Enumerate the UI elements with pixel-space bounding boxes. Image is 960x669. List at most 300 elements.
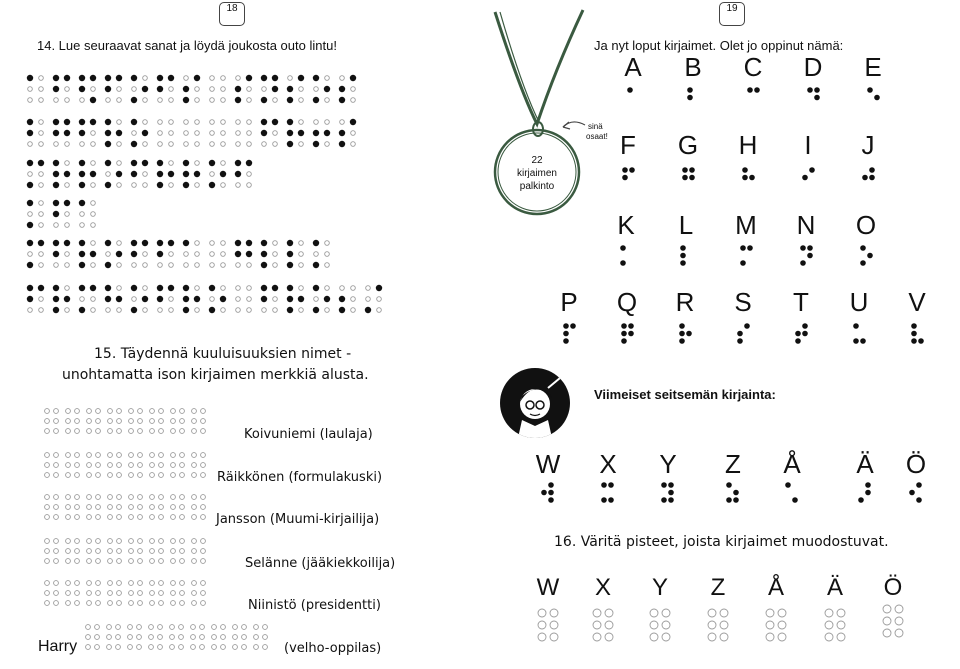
braille-dot-empty[interactable] [66, 581, 71, 586]
braille-dot-empty[interactable] [221, 645, 226, 650]
braille-dot-empty[interactable] [662, 609, 670, 617]
braille-dot-empty[interactable] [138, 495, 143, 500]
braille-dot-empty[interactable] [95, 645, 100, 650]
braille-dot-empty[interactable] [201, 601, 206, 606]
braille-dot-empty[interactable] [45, 409, 50, 414]
braille-dot-empty[interactable] [150, 515, 155, 520]
braille-dot-empty[interactable] [159, 453, 164, 458]
braille-dot-empty[interactable] [242, 625, 247, 630]
braille-dot-empty[interactable] [96, 601, 101, 606]
braille-dot-empty[interactable] [159, 473, 164, 478]
braille-dot-empty[interactable] [107, 625, 112, 630]
braille-dot-empty[interactable] [662, 633, 670, 641]
braille-dot-empty[interactable] [192, 463, 197, 468]
braille-dot-empty[interactable] [192, 559, 197, 564]
braille-dot-empty[interactable] [201, 515, 206, 520]
braille-dot-empty[interactable] [212, 645, 217, 650]
braille-dot-empty[interactable] [45, 559, 50, 564]
braille-dot-empty[interactable] [201, 419, 206, 424]
braille-dot-empty[interactable] [96, 429, 101, 434]
braille-dot-empty[interactable] [138, 419, 143, 424]
braille-dot-empty[interactable] [117, 429, 122, 434]
braille-dot-empty[interactable] [45, 539, 50, 544]
braille-dot-empty[interactable] [720, 633, 728, 641]
braille-dot-empty[interactable] [201, 409, 206, 414]
braille-dot-empty[interactable] [117, 549, 122, 554]
braille-dot-empty[interactable] [895, 629, 903, 637]
braille-dot-empty[interactable] [778, 633, 786, 641]
braille-dot-empty[interactable] [170, 635, 175, 640]
braille-dot-empty[interactable] [180, 559, 185, 564]
braille-dot-empty[interactable] [200, 645, 205, 650]
braille-dot-empty[interactable] [108, 559, 113, 564]
braille-dot-empty[interactable] [708, 621, 716, 629]
braille-dot-empty[interactable] [66, 601, 71, 606]
braille-dot-empty[interactable] [66, 515, 71, 520]
braille-dot-empty[interactable] [158, 645, 163, 650]
braille-dot-empty[interactable] [708, 609, 716, 617]
braille-dot-empty[interactable] [179, 625, 184, 630]
braille-dot-empty[interactable] [86, 645, 91, 650]
braille-dot-empty[interactable] [825, 633, 833, 641]
braille-dot-empty[interactable] [66, 473, 71, 478]
braille-dot-empty[interactable] [75, 559, 80, 564]
braille-dot-empty[interactable] [550, 609, 558, 617]
braille-dot-empty[interactable] [129, 409, 134, 414]
braille-dot-empty[interactable] [242, 635, 247, 640]
braille-dot-empty[interactable] [538, 621, 546, 629]
braille-dot-empty[interactable] [66, 495, 71, 500]
braille-dot-empty[interactable] [192, 505, 197, 510]
braille-dot-empty[interactable] [129, 495, 134, 500]
braille-dot-empty[interactable] [87, 601, 92, 606]
braille-dot-empty[interactable] [45, 463, 50, 468]
braille-dot-empty[interactable] [192, 419, 197, 424]
braille-dot-empty[interactable] [86, 625, 91, 630]
braille-dot-empty[interactable] [54, 453, 59, 458]
braille-dot-empty[interactable] [263, 635, 268, 640]
braille-dot-empty[interactable] [766, 633, 774, 641]
braille-dot-empty[interactable] [54, 549, 59, 554]
braille-dot-empty[interactable] [137, 645, 142, 650]
braille-dot-empty[interactable] [96, 505, 101, 510]
braille-dot-empty[interactable] [75, 581, 80, 586]
braille-dot-empty[interactable] [54, 495, 59, 500]
braille-dot-empty[interactable] [159, 409, 164, 414]
braille-dot-empty[interactable] [66, 429, 71, 434]
braille-dot-empty[interactable] [149, 635, 154, 640]
braille-dot-empty[interactable] [191, 645, 196, 650]
braille-dot-empty[interactable] [778, 609, 786, 617]
braille-dot-empty[interactable] [96, 473, 101, 478]
braille-dot-empty[interactable] [75, 409, 80, 414]
braille-dot-empty[interactable] [45, 473, 50, 478]
braille-dot-empty[interactable] [129, 419, 134, 424]
braille-dot-empty[interactable] [128, 635, 133, 640]
braille-dot-empty[interactable] [75, 463, 80, 468]
braille-dot-empty[interactable] [107, 645, 112, 650]
braille-dot-empty[interactable] [605, 633, 613, 641]
braille-dot-empty[interactable] [108, 581, 113, 586]
braille-dot-empty[interactable] [54, 419, 59, 424]
braille-dot-empty[interactable] [75, 495, 80, 500]
braille-dot-empty[interactable] [895, 605, 903, 613]
braille-dot-empty[interactable] [87, 419, 92, 424]
braille-dot-empty[interactable] [192, 539, 197, 544]
braille-dot-empty[interactable] [108, 505, 113, 510]
braille-dot-empty[interactable] [108, 591, 113, 596]
braille-dot-empty[interactable] [150, 409, 155, 414]
braille-dot-empty[interactable] [117, 591, 122, 596]
braille-dot-empty[interactable] [149, 625, 154, 630]
braille-dot-empty[interactable] [66, 409, 71, 414]
braille-dot-empty[interactable] [96, 495, 101, 500]
braille-dot-empty[interactable] [778, 621, 786, 629]
braille-dot-empty[interactable] [200, 625, 205, 630]
braille-dot-empty[interactable] [66, 419, 71, 424]
braille-dot-empty[interactable] [179, 635, 184, 640]
braille-dot-empty[interactable] [233, 645, 238, 650]
braille-dot-empty[interactable] [45, 505, 50, 510]
braille-dot-empty[interactable] [221, 635, 226, 640]
braille-dot-empty[interactable] [212, 625, 217, 630]
braille-dot-empty[interactable] [117, 409, 122, 414]
braille-dot-empty[interactable] [137, 625, 142, 630]
braille-dot-empty[interactable] [129, 549, 134, 554]
braille-dot-empty[interactable] [108, 539, 113, 544]
braille-dot-empty[interactable] [87, 515, 92, 520]
braille-dot-empty[interactable] [180, 429, 185, 434]
braille-dot-empty[interactable] [54, 581, 59, 586]
braille-dot-empty[interactable] [150, 429, 155, 434]
braille-dot-empty[interactable] [159, 549, 164, 554]
braille-dot-empty[interactable] [149, 645, 154, 650]
braille-dot-empty[interactable] [201, 495, 206, 500]
braille-dot-empty[interactable] [159, 559, 164, 564]
braille-dot-empty[interactable] [117, 505, 122, 510]
braille-dot-empty[interactable] [87, 409, 92, 414]
braille-dot-empty[interactable] [87, 539, 92, 544]
braille-dot-empty[interactable] [159, 601, 164, 606]
braille-dot-empty[interactable] [158, 625, 163, 630]
braille-dot-empty[interactable] [45, 601, 50, 606]
braille-dot-empty[interactable] [254, 645, 259, 650]
braille-dot-empty[interactable] [108, 515, 113, 520]
braille-dot-empty[interactable] [75, 591, 80, 596]
braille-dot-empty[interactable] [45, 591, 50, 596]
braille-dot-empty[interactable] [192, 429, 197, 434]
braille-dot-empty[interactable] [96, 409, 101, 414]
braille-dot-empty[interactable] [87, 473, 92, 478]
braille-dot-empty[interactable] [108, 419, 113, 424]
braille-dot-empty[interactable] [159, 591, 164, 596]
braille-dot-empty[interactable] [75, 515, 80, 520]
braille-dot-empty[interactable] [45, 581, 50, 586]
braille-dot-empty[interactable] [54, 473, 59, 478]
braille-dot-empty[interactable] [75, 453, 80, 458]
braille-dot-empty[interactable] [171, 581, 176, 586]
braille-dot-empty[interactable] [171, 463, 176, 468]
braille-dot-empty[interactable] [191, 635, 196, 640]
braille-dot-empty[interactable] [96, 539, 101, 544]
braille-dot-empty[interactable] [837, 609, 845, 617]
braille-dot-empty[interactable] [66, 453, 71, 458]
braille-dot-empty[interactable] [129, 505, 134, 510]
braille-dot-empty[interactable] [45, 549, 50, 554]
braille-dot-empty[interactable] [117, 473, 122, 478]
braille-dot-empty[interactable] [159, 463, 164, 468]
braille-dot-empty[interactable] [538, 633, 546, 641]
braille-dot-empty[interactable] [108, 409, 113, 414]
braille-dot-empty[interactable] [129, 453, 134, 458]
braille-dot-empty[interactable] [96, 581, 101, 586]
braille-dot-empty[interactable] [54, 601, 59, 606]
braille-dot-empty[interactable] [159, 495, 164, 500]
braille-dot-empty[interactable] [129, 539, 134, 544]
braille-dot-empty[interactable] [150, 591, 155, 596]
braille-dot-empty[interactable] [192, 591, 197, 596]
braille-dot-empty[interactable] [138, 429, 143, 434]
braille-dot-empty[interactable] [45, 429, 50, 434]
braille-dot-empty[interactable] [192, 601, 197, 606]
braille-dot-empty[interactable] [138, 559, 143, 564]
braille-dot-empty[interactable] [883, 617, 891, 625]
braille-dot-empty[interactable] [171, 419, 176, 424]
braille-dot-empty[interactable] [45, 495, 50, 500]
braille-dot-empty[interactable] [150, 473, 155, 478]
braille-dot-empty[interactable] [87, 495, 92, 500]
braille-dot-empty[interactable] [54, 591, 59, 596]
braille-dot-empty[interactable] [75, 429, 80, 434]
braille-dot-empty[interactable] [54, 539, 59, 544]
braille-dot-empty[interactable] [201, 559, 206, 564]
braille-dot-empty[interactable] [180, 515, 185, 520]
braille-dot-empty[interactable] [137, 635, 142, 640]
braille-dot-empty[interactable] [180, 539, 185, 544]
braille-dot-empty[interactable] [171, 591, 176, 596]
braille-dot-empty[interactable] [221, 625, 226, 630]
braille-dot-empty[interactable] [117, 515, 122, 520]
braille-dot-empty[interactable] [150, 505, 155, 510]
braille-dot-empty[interactable] [95, 625, 100, 630]
braille-dot-empty[interactable] [766, 609, 774, 617]
braille-dot-empty[interactable] [96, 419, 101, 424]
braille-dot-empty[interactable] [720, 621, 728, 629]
braille-dot-empty[interactable] [117, 559, 122, 564]
braille-dot-empty[interactable] [138, 463, 143, 468]
braille-dot-empty[interactable] [180, 591, 185, 596]
braille-dot-empty[interactable] [883, 629, 891, 637]
braille-dot-empty[interactable] [150, 495, 155, 500]
braille-dot-empty[interactable] [150, 581, 155, 586]
braille-dot-empty[interactable] [66, 591, 71, 596]
braille-dot-empty[interactable] [108, 549, 113, 554]
braille-dot-empty[interactable] [192, 409, 197, 414]
braille-dot-empty[interactable] [159, 539, 164, 544]
braille-dot-empty[interactable] [138, 409, 143, 414]
braille-dot-empty[interactable] [550, 633, 558, 641]
braille-dot-empty[interactable] [108, 429, 113, 434]
braille-dot-empty[interactable] [180, 601, 185, 606]
braille-dot-empty[interactable] [825, 621, 833, 629]
braille-dot-empty[interactable] [200, 635, 205, 640]
braille-dot-empty[interactable] [138, 581, 143, 586]
braille-dot-empty[interactable] [171, 515, 176, 520]
braille-dot-empty[interactable] [96, 559, 101, 564]
braille-dot-empty[interactable] [171, 549, 176, 554]
braille-dot-empty[interactable] [171, 539, 176, 544]
braille-dot-empty[interactable] [192, 473, 197, 478]
braille-dot-empty[interactable] [766, 621, 774, 629]
braille-dot-empty[interactable] [107, 635, 112, 640]
braille-dot-empty[interactable] [138, 539, 143, 544]
braille-dot-empty[interactable] [116, 625, 121, 630]
braille-dot-empty[interactable] [191, 625, 196, 630]
braille-dot-empty[interactable] [96, 549, 101, 554]
braille-dot-empty[interactable] [837, 633, 845, 641]
braille-dot-empty[interactable] [179, 645, 184, 650]
braille-dot-empty[interactable] [192, 549, 197, 554]
braille-dot-empty[interactable] [87, 505, 92, 510]
braille-dot-empty[interactable] [150, 453, 155, 458]
braille-dot-empty[interactable] [129, 601, 134, 606]
braille-dot-empty[interactable] [138, 453, 143, 458]
braille-dot-empty[interactable] [201, 591, 206, 596]
braille-dot-empty[interactable] [129, 473, 134, 478]
braille-dot-empty[interactable] [129, 581, 134, 586]
braille-dot-empty[interactable] [212, 635, 217, 640]
braille-dot-empty[interactable] [129, 463, 134, 468]
braille-dot-empty[interactable] [129, 429, 134, 434]
braille-dot-empty[interactable] [720, 609, 728, 617]
braille-dot-empty[interactable] [86, 635, 91, 640]
braille-dot-empty[interactable] [150, 539, 155, 544]
braille-dot-empty[interactable] [233, 625, 238, 630]
braille-dot-empty[interactable] [650, 621, 658, 629]
braille-dot-empty[interactable] [87, 559, 92, 564]
braille-dot-empty[interactable] [87, 463, 92, 468]
braille-dot-empty[interactable] [87, 581, 92, 586]
braille-dot-empty[interactable] [201, 463, 206, 468]
braille-dot-empty[interactable] [66, 505, 71, 510]
braille-dot-empty[interactable] [171, 495, 176, 500]
braille-dot-empty[interactable] [192, 581, 197, 586]
braille-dot-empty[interactable] [192, 515, 197, 520]
braille-dot-empty[interactable] [150, 559, 155, 564]
braille-dot-empty[interactable] [263, 625, 268, 630]
braille-dot-empty[interactable] [117, 495, 122, 500]
braille-dot-empty[interactable] [117, 463, 122, 468]
braille-dot-empty[interactable] [171, 559, 176, 564]
braille-dot-empty[interactable] [54, 463, 59, 468]
braille-dot-empty[interactable] [605, 621, 613, 629]
braille-dot-empty[interactable] [95, 635, 100, 640]
braille-dot-empty[interactable] [75, 539, 80, 544]
braille-dot-empty[interactable] [87, 549, 92, 554]
braille-dot-empty[interactable] [66, 539, 71, 544]
braille-dot-empty[interactable] [180, 463, 185, 468]
braille-dot-empty[interactable] [75, 601, 80, 606]
braille-dot-empty[interactable] [138, 549, 143, 554]
braille-dot-empty[interactable] [138, 473, 143, 478]
braille-dot-empty[interactable] [54, 409, 59, 414]
braille-dot-empty[interactable] [201, 473, 206, 478]
braille-dot-empty[interactable] [180, 473, 185, 478]
braille-dot-empty[interactable] [263, 645, 268, 650]
braille-dot-empty[interactable] [180, 409, 185, 414]
braille-dot-empty[interactable] [192, 495, 197, 500]
braille-dot-empty[interactable] [201, 539, 206, 544]
braille-dot-empty[interactable] [650, 633, 658, 641]
braille-dot-empty[interactable] [825, 609, 833, 617]
braille-dot-empty[interactable] [75, 505, 80, 510]
braille-dot-empty[interactable] [192, 453, 197, 458]
braille-dot-empty[interactable] [108, 601, 113, 606]
braille-dot-empty[interactable] [138, 591, 143, 596]
braille-dot-empty[interactable] [593, 621, 601, 629]
braille-dot-empty[interactable] [54, 515, 59, 520]
braille-dot-empty[interactable] [201, 505, 206, 510]
braille-dot-empty[interactable] [87, 591, 92, 596]
braille-dot-empty[interactable] [201, 581, 206, 586]
braille-dot-empty[interactable] [170, 625, 175, 630]
braille-dot-empty[interactable] [138, 601, 143, 606]
braille-dot-empty[interactable] [538, 609, 546, 617]
braille-dot-empty[interactable] [108, 473, 113, 478]
braille-dot-empty[interactable] [883, 605, 891, 613]
braille-dot-empty[interactable] [708, 633, 716, 641]
braille-dot-empty[interactable] [45, 453, 50, 458]
braille-dot-empty[interactable] [180, 505, 185, 510]
braille-dot-empty[interactable] [87, 429, 92, 434]
braille-dot-empty[interactable] [158, 635, 163, 640]
braille-dot-empty[interactable] [66, 549, 71, 554]
braille-dot-empty[interactable] [45, 515, 50, 520]
braille-dot-empty[interactable] [117, 539, 122, 544]
braille-dot-empty[interactable] [116, 645, 121, 650]
braille-dot-empty[interactable] [605, 609, 613, 617]
braille-dot-empty[interactable] [117, 601, 122, 606]
braille-dot-empty[interactable] [128, 645, 133, 650]
braille-dot-empty[interactable] [593, 633, 601, 641]
braille-dot-empty[interactable] [150, 601, 155, 606]
braille-dot-empty[interactable] [75, 473, 80, 478]
braille-dot-empty[interactable] [662, 621, 670, 629]
braille-dot-empty[interactable] [593, 609, 601, 617]
braille-dot-empty[interactable] [138, 505, 143, 510]
braille-dot-empty[interactable] [150, 549, 155, 554]
braille-dot-empty[interactable] [75, 419, 80, 424]
braille-dot-empty[interactable] [254, 625, 259, 630]
braille-dot-empty[interactable] [180, 495, 185, 500]
braille-dot-empty[interactable] [150, 419, 155, 424]
braille-dot-empty[interactable] [117, 581, 122, 586]
braille-dot-empty[interactable] [201, 549, 206, 554]
braille-dot-empty[interactable] [180, 453, 185, 458]
braille-dot-empty[interactable] [171, 505, 176, 510]
braille-dot-empty[interactable] [75, 549, 80, 554]
braille-dot-empty[interactable] [180, 581, 185, 586]
braille-dot-empty[interactable] [96, 515, 101, 520]
braille-dot-empty[interactable] [54, 429, 59, 434]
braille-dot-empty[interactable] [171, 453, 176, 458]
braille-dot-empty[interactable] [66, 463, 71, 468]
braille-dot-empty[interactable] [159, 419, 164, 424]
braille-dot-empty[interactable] [837, 621, 845, 629]
braille-dot-empty[interactable] [96, 591, 101, 596]
braille-dot-empty[interactable] [129, 591, 134, 596]
braille-dot-empty[interactable] [108, 495, 113, 500]
